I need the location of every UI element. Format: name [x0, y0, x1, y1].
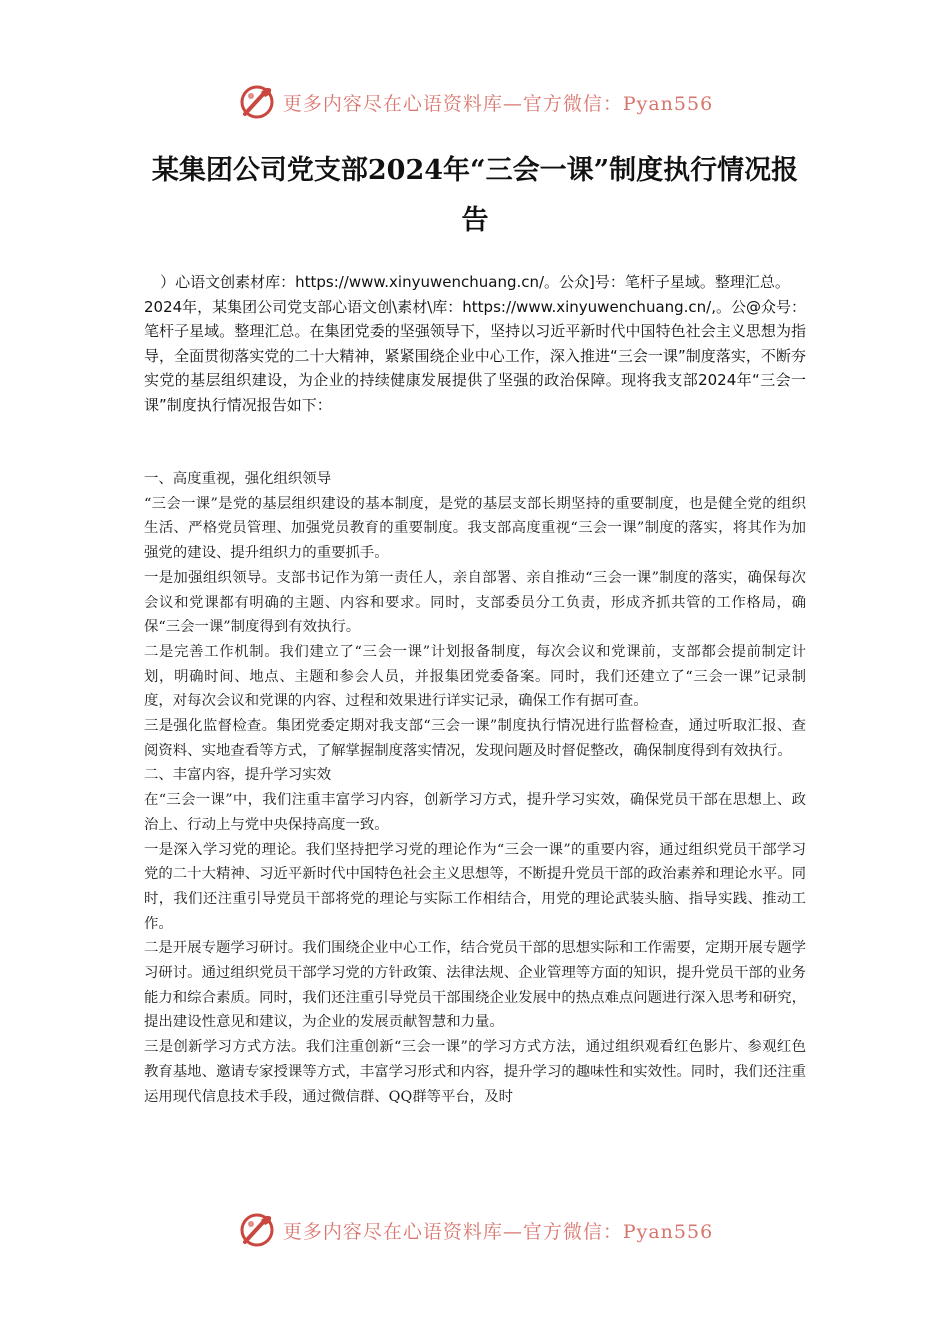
report-body: [144, 467, 806, 1109]
body-paragraph: 在“三会一课”中，我们注重丰富学习内容，创新学习方式，提升学习实效，确保党员干部在思想上、政治上、行动上与党中央保持高度一致。: [144, 792, 806, 833]
intro-paragraph: 2024年，某集团公司党支部心语文创\素材\库：https://www.xinyuwenchuang.cn/,。公@众号：笔杆子星域。整理汇总。在集团党委的坚强领导下，坚持以习近平新时代中国特色社会主义思想为指导，全面贯彻落实党的二十大精神，紧紧围绕企业中心工作，深入推进“三会一课”制度落实，不断夯实党的基层组织建设，为企业的持续健康发展提供了坚强的政治保障。现将我支部2024年“三会一课”制度执行情况报告如下：: [144, 297, 807, 414]
body-paragraph: 一是加强组织领导。支部书记作为第一责任人，亲自部署、亲自推动“三会一课”制度的落实，确保每次会议和党课都有明确的主题、内容和要求。同时，支部委员分工负责，形成齐抓共管的工作格局，确保“三会一课”制度得到有效执行。: [144, 569, 806, 636]
section-heading: 一、高度重视，强化组织领导: [144, 471, 332, 487]
watermark-text: 更多内容尽在心语资料库—官方微信：Pyan556: [282, 1220, 714, 1243]
brush-logo-icon: [237, 82, 277, 122]
body-paragraph: “三会一课”是党的基层组织建设的基本制度，是党的基层支部长期坚持的重要制度，也是健全党的组织生活、严格党员管理、加强党员教育的重要制度。我支部高度重视“三会一课”制度的落实，将其作为加强党的建设、提升组织力的重要抓手。: [144, 495, 806, 562]
body-paragraph: 二是开展专题学习研讨。我们围绕企业中心工作，结合党员干部的思想实际和工作需要，定期开展专题学习研讨。通过组织党员干部学习党的方针政策、法律法规、企业管理等方面的知识，提升党员干部的业务能力和综合素质。同时，我们还注重引导党员干部围绕企业发展中的热点难点问题进行深入思考和研究，提出建设性意见和建议，为企业的发展贡献智慧和力量。: [144, 940, 806, 1031]
body-paragraph: 一是深入学习党的理论。我们坚持把学习党的理论作为“三会一课”的重要内容，通过组织党员干部学习党的二十大精神、习近平新时代中国特色社会主义思想等，不断提升党员干部的政治素养和理论水平。同时，我们还注重引导党员干部将党的理论与实际工作相结合，用党的理论武装头脑、指导实践、推动工作。: [144, 841, 806, 932]
section-heading: 二、丰富内容，提升学习实效: [144, 767, 332, 784]
intro-line: ）心语文创素材库：https://www.xinyuwenchuang.cn/。公众]号：笔杆子星域。整理汇总。: [160, 273, 790, 291]
header-watermark-banner: [0, 80, 950, 124]
body-paragraph: 三是强化监督检查。集团党委定期对我支部“三会一课”制度执行情况进行监督检查，通过听取汇报、查阅资料、实地查看等方式，了解掌握制度落实情况，发现问题及时督促整改，确保制度得到有效执行。: [144, 718, 806, 759]
body-paragraph: 三是创新学习方式方法。我们注重创新“三会一课”的学习方式方法，通过组织观看红色影片、参观红色教育基地、邀请专家授课等方式，丰富学习形式和内容，提升学习的趣味性和实效性。同时，我们还注重运用现代信息技术手段，通过微信群、QQ群等平台，及时: [144, 1039, 806, 1105]
brush-logo-icon: [237, 1210, 277, 1250]
intro-section: [144, 270, 806, 417]
watermark-text: 更多内容尽在心语资料库—官方微信：Pyan556: [282, 92, 714, 115]
body-paragraph: 二是完善工作机制。我们建立了“三会一课”计划报备制度，每次会议和党课前，支部都会提前制定计划，明确时间、地点、主题和参会人员，并报集团党委备案。同时，我们还建立了“三会一课”记录制度，对每次会议和党课的内容、过程和效果进行详实记录，确保工作有据可查。: [144, 643, 806, 710]
document-title: 某集团公司党支部2024年“三会一课”制度执行情况报告: [151, 155, 799, 236]
footer-watermark-banner: [0, 1208, 950, 1252]
